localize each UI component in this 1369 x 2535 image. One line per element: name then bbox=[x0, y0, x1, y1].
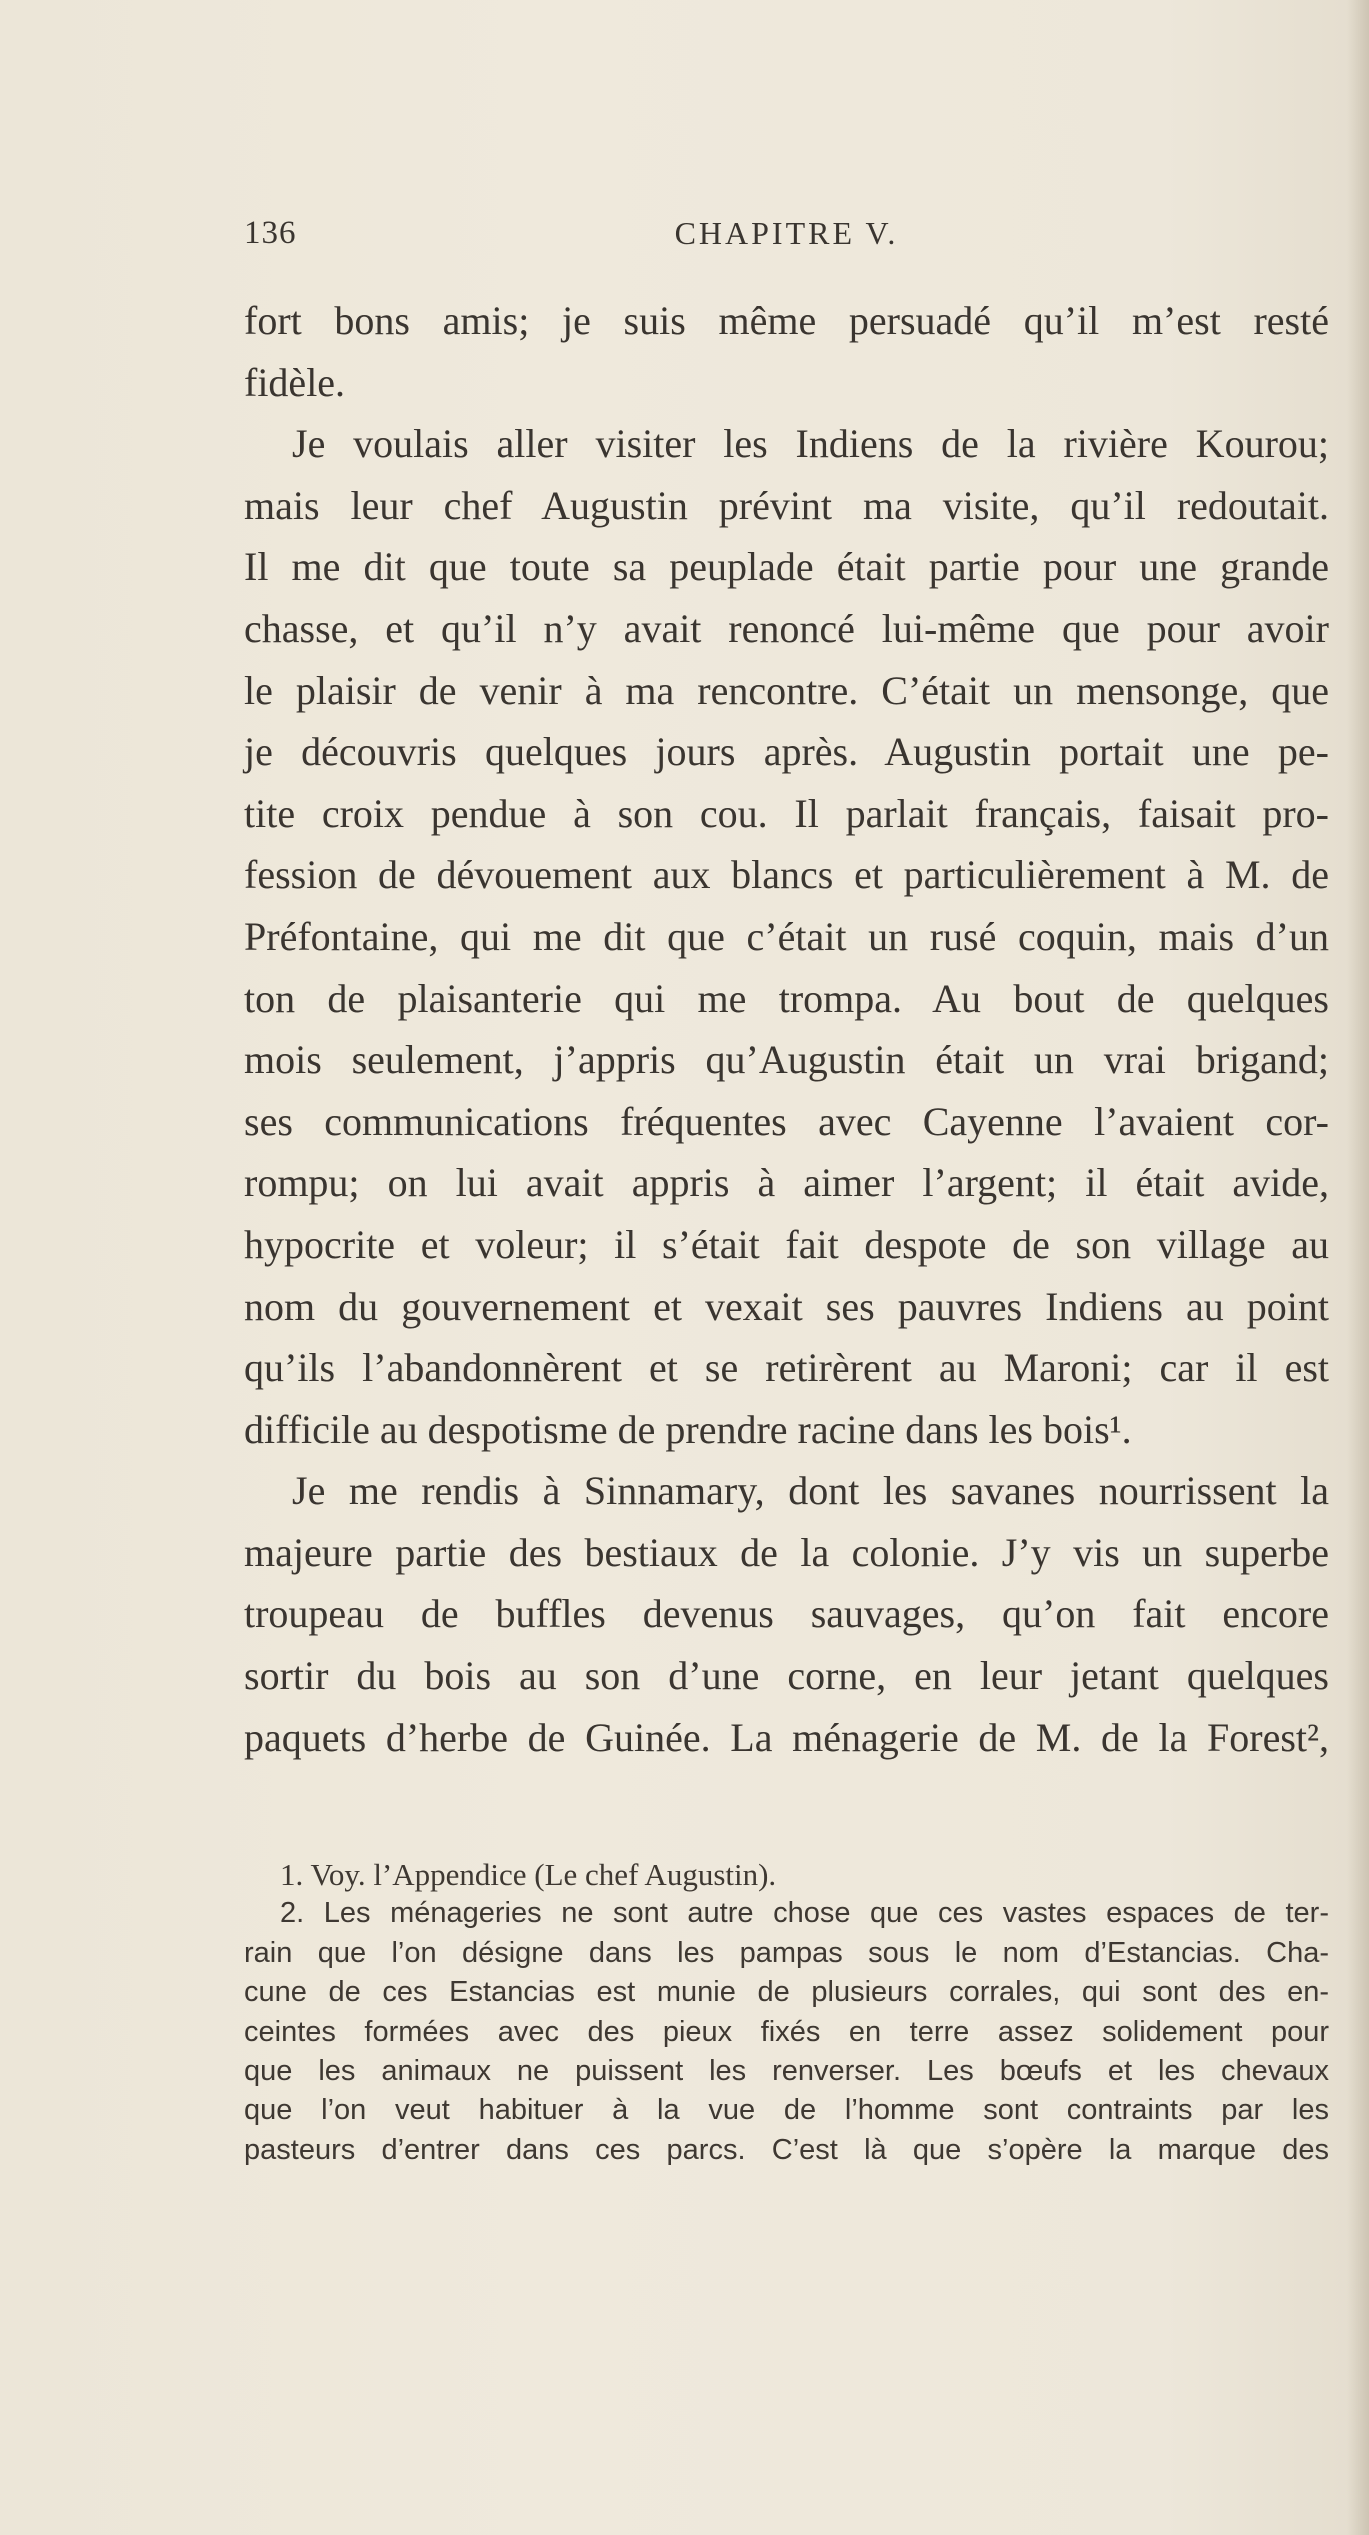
footnote-line: que l’on veut habituer à la vue de l’homme sont contraints par les bbox=[244, 2094, 1329, 2127]
body-line: chasse, et qu’il n’y avait renoncé lui-même que pour avoir bbox=[244, 605, 1329, 651]
body-line: fession de dévouement aux blancs et particulièrement à M. de bbox=[244, 852, 1329, 898]
body-line: ton de plaisanterie qui me trompa. Au bout de quelques bbox=[244, 975, 1329, 1021]
chapter-title: CHAPITRE V. bbox=[674, 215, 899, 251]
body-line: mois seulement, j’appris qu’Augustin était un vrai brigand; bbox=[244, 1037, 1329, 1083]
body-line: mais leur chef Augustin prévint ma visite, qu’il redoutait. bbox=[244, 482, 1329, 528]
body-line: Je voulais aller visiter les Indiens de la rivière Kourou; bbox=[292, 421, 1329, 467]
body-line: qu’ils l’abandonnèrent et se retirèrent au Maroni; car il est bbox=[244, 1345, 1329, 1391]
footnote-line: que les animaux ne puissent les renverser. Les bœufs et les chevaux bbox=[244, 2054, 1329, 2087]
body-line: rompu; on lui avait appris à aimer l’argent; il était avide, bbox=[244, 1160, 1329, 1206]
body-line: Il me dit que toute sa peuplade était partie pour une grande bbox=[244, 544, 1329, 590]
page-number: 136 bbox=[244, 215, 297, 251]
footnote-line: 2. Les ménageries ne sont autre chose que ces vastes espaces de ter- bbox=[280, 1897, 1329, 1930]
footnote-line: ceintes formées avec des pieux fixés en terre assez solidement pour bbox=[244, 2015, 1329, 2048]
page-edge-shadow bbox=[1347, 0, 1369, 2535]
body-line: le plaisir de venir à ma rencontre. C’était un mensonge, que bbox=[244, 667, 1329, 713]
body-line: paquets d’herbe de Guinée. La ménagerie de M. de la Forest², bbox=[244, 1714, 1329, 1760]
running-header bbox=[244, 215, 1329, 265]
body-line: Préfontaine, qui me dit que c’était un rusé coquin, mais d’un bbox=[244, 913, 1329, 959]
footnote-line: rain que l’on désigne dans les pampas sous le nom d’Estancias. Cha- bbox=[244, 1936, 1329, 1969]
body-line: fort bons amis; je suis même persuadé qu’il m’est resté bbox=[244, 298, 1329, 343]
footnote-line: 1. Voy. l’Appendice (Le chef Augustin). bbox=[280, 1857, 777, 1892]
footnote-line: pasteurs d’entrer dans ces parcs. C’est là que s’opère la marque des bbox=[244, 2133, 1329, 2166]
body-line: difficile au despotisme de prendre racine dans les bois¹. bbox=[244, 1406, 1132, 1452]
body-line: majeure partie des bestiaux de la colonie. J’y vis un superbe bbox=[244, 1529, 1329, 1575]
footnotes bbox=[244, 1855, 1329, 2170]
body-line: hypocrite et voleur; il s’était fait despote de son village au bbox=[244, 1221, 1329, 1267]
body-line: je découvris quelques jours après. Augustin portait une pe- bbox=[244, 729, 1329, 775]
body-line: ses communications fréquentes avec Cayenne l’avaient cor- bbox=[244, 1098, 1329, 1144]
body-line: tite croix pendue à son cou. Il parlait français, faisait pro- bbox=[244, 790, 1329, 836]
body-line: sortir du bois au son d’une corne, en leur jetant quelques bbox=[244, 1653, 1329, 1699]
body-line: fidèle. bbox=[244, 359, 346, 405]
body-line: troupeau de buffles devenus sauvages, qu’on fait encore bbox=[244, 1591, 1329, 1637]
footnote-line: cune de ces Estancias est munie de plusieurs corrales, qui sont des en- bbox=[244, 1976, 1329, 2009]
body-text bbox=[244, 290, 1329, 1768]
body-line: Je me rendis à Sinnamary, dont les savanes nourrissent la bbox=[292, 1468, 1329, 1514]
body-line: nom du gouvernement et vexait ses pauvres Indiens au point bbox=[244, 1283, 1329, 1329]
